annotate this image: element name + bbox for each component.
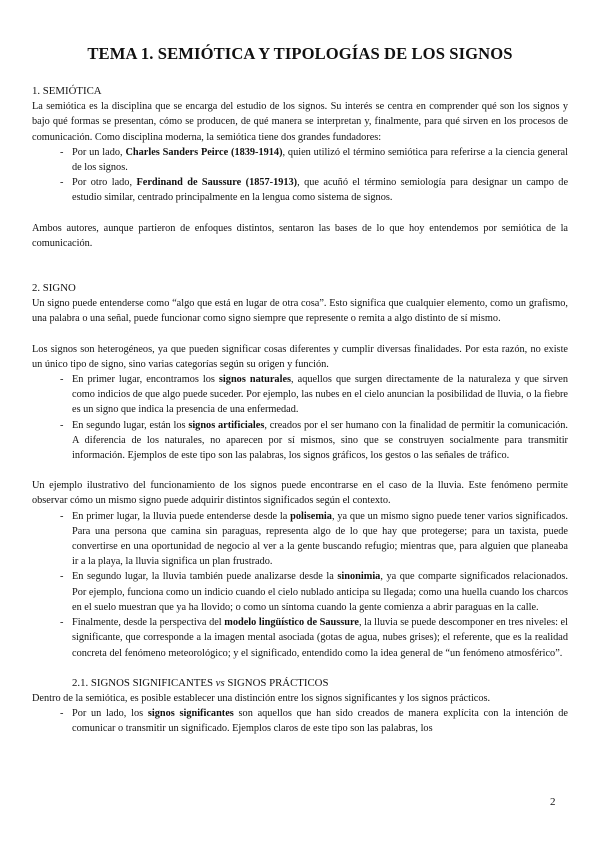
- list-item: - Por otro lado, Ferdinand de Saussure (1857-1913), que acuñó el término semiología para designar un campo de estudio similar, centrado principalmente en la lengua como sistema de signos.: [32, 175, 568, 205]
- document-title: TEMA 1. SEMIÓTICA Y TIPOLOGÍAS DE LOS SIGNOS: [87, 44, 513, 63]
- bullet-list: [32, 145, 568, 206]
- bullet-list: [32, 372, 568, 463]
- page-number: 2: [550, 796, 556, 808]
- paragraph: La semiótica es la disciplina que se encarga del estudio de los signos. Su interés se centra en comprender qué son los signos y bajo qué formas se presentan, cómo se producen, de qué manera se interpretan y, finalmente, para qué sirven en los procesos de comunicación. Como disciplina moderna, la semiótica tiene dos grandes fundadores:: [32, 101, 568, 143]
- section-heading-signo: 2. SIGNO: [32, 282, 76, 295]
- paragraph: Un signo puede entenderse como “algo que está en lugar de otra cosa”. Esto significa que cualquier elemento, como un grafismo, una palabra o una señal, puede funcionar como signo siempre que represente o remita a algo distinto de sí mismo.: [32, 298, 568, 325]
- list-item: - En primer lugar, la lluvia puede entenderse desde la polisemia, ya que un mismo signo puede tener varios significados. Para una persona que camina sin paraguas, representa algo de lo que hay que protegerse; para un taxista, puede convertirse en una oportunidad de negocio al ver a la gente buscando refugio; mientras que, para alguien que planeaba ir a la playa, la lluvia significa un plan frustrado.: [32, 509, 568, 570]
- list-item: - Por un lado, Charles Sanders Peirce (1839-1914), quien utilizó el término semiótica para referirse a la ciencia general de los signos.: [32, 145, 568, 175]
- list-item: - Por un lado, los signos significantes son aquellos que han sido creados de manera explícita con la intención de comunicar o transmitir un significado. Ejemplos claros de este tipo son las palabras, los: [32, 706, 568, 736]
- paragraph: Los signos son heterogéneos, ya que pueden significar cosas diferentes y cumplir diversas finalidades. Por esta razón, no existe un único tipo de signo, sino varias categorías según su origen y función.: [32, 343, 568, 370]
- paragraph: Un ejemplo ilustrativo del funcionamiento de los signos puede encontrarse en el caso de la lluvia. Este fenómeno permite observar cómo un mismo signo puede adquirir distintos significados según el contexto.: [32, 480, 568, 507]
- section-heading-semiotica: 1. SEMIÓTICA: [32, 85, 102, 97]
- paragraph: Dentro de la semiótica, es posible establecer una distinción entre los signos significantes y los signos prácticos.: [32, 692, 491, 704]
- list-item: - Finalmente, desde la perspectiva del modelo lingüístico de Saussure, la lluvia se puede descomponer en tres niveles: el significante, que corresponde a la imagen mental asociada (gotas de agua, nubes grises); el referente, que es la realidad concreta del fenómeno meteorológico; y el significado, entendido como la idea general de “un fenómeno atmosférico”.: [32, 615, 568, 661]
- bullet-list: [32, 509, 568, 661]
- document-page: [32, 44, 568, 737]
- bullet-list: [32, 706, 568, 736]
- subsection-heading: 2.1. SIGNOS SIGNIFICANTES vs SIGNOS PRÁCTICOS: [72, 676, 329, 689]
- list-item: - En segundo lugar, están los signos artificiales, creados por el ser humano con la finalidad de permitir la comunicación. A diferencia de los naturales, no aparecen por sí mismos, sino que se construyen socialmente para transmitir información. Ejemplos de este tipo son las palabras, los signos gráficos, los gestos o las señales de tráfico.: [32, 418, 568, 464]
- paragraph: Ambos autores, aunque partieron de enfoques distintos, sentaron las bases de lo que hoy entendemos por semiótica de la comunicación.: [32, 222, 568, 249]
- list-item: - En segundo lugar, la lluvia también puede analizarse desde la sinonimia, ya que comparte significados relacionados. Por ejemplo, funciona como un indicio cuando el cielo nublado anticipa su llegada; como una huella cuando los charcos en el suelo muestran que ya ha llovido; o como un síntoma cuando la gente comienza a abrir paraguas en la calle.: [32, 569, 568, 615]
- list-item: - En primer lugar, encontramos los signos naturales, aquellos que surgen directamente de la naturaleza y que sirven como indicios de que algo puede suceder. Por ejemplo, las nubes en el cielo anuncian la posibilidad de lluvia, o la fiebre es un signo que indica la presencia de una enfermedad.: [32, 372, 568, 418]
